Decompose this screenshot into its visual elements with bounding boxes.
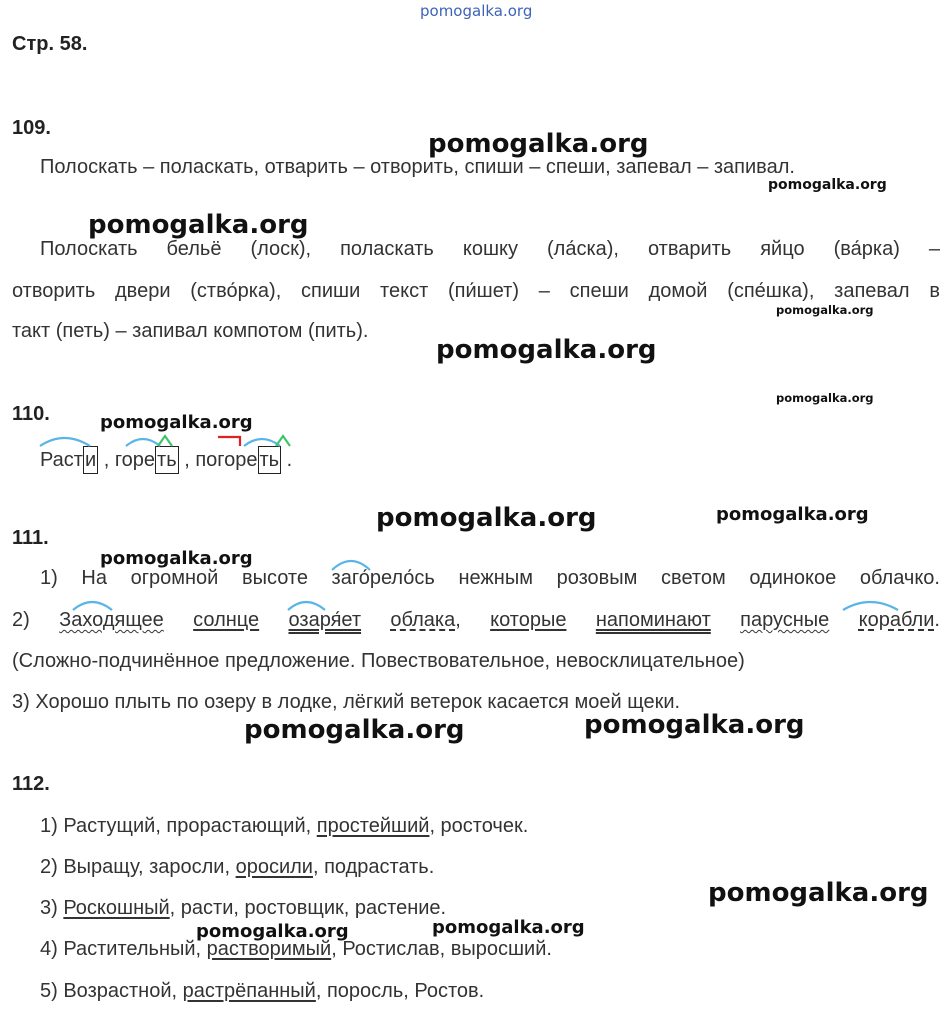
- watermark: pomogalka.org: [196, 921, 349, 942]
- exercise-109-pairs: Полоскать – поласкать, отварить – отворить, спиши – спеши, запевал – запивал.: [40, 156, 795, 178]
- watermark: pomogalka.org: [768, 177, 887, 193]
- underlined-word: растрёпанный: [182, 980, 316, 1002]
- underlined-word: простейший: [316, 815, 430, 837]
- watermark: pomogalka.org: [708, 878, 929, 908]
- comma: ,: [455, 609, 491, 631]
- exercise-111-line-1: 1) На огромной высоте заго́рело́сь нежным розовым светом одинокое облачко.: [40, 567, 940, 589]
- row-text: 5) Возрастной,: [40, 980, 183, 1002]
- row-text: 3): [40, 897, 64, 919]
- watermark: pomogalka.org: [428, 129, 649, 159]
- word-pogoret-root: погоре: [195, 449, 258, 471]
- row-text: 4) Растительный,: [40, 938, 207, 960]
- comma: ,: [98, 449, 115, 471]
- word-zakhodyashchee: Заходящее: [59, 609, 164, 631]
- exercise-109-line-1: Полоскать бельё (лоск), поласкать кошку (ла́ска), отварить яйцо (ва́рка) –: [40, 238, 940, 260]
- root-arc-mark: [126, 439, 160, 446]
- word-kotorye: которые: [490, 609, 567, 631]
- watermark: pomogalka.org: [716, 504, 869, 525]
- root-arc-mark: [73, 602, 112, 610]
- root-arc-mark: [244, 439, 280, 446]
- period: .: [281, 449, 293, 471]
- watermark: pomogalka.org: [244, 715, 465, 745]
- row-text: , подрастать.: [312, 856, 435, 878]
- watermark: pomogalka.org: [376, 503, 597, 533]
- underlined-word: Роскошный: [63, 897, 170, 919]
- word-korabli: корабли: [858, 609, 935, 631]
- exercise-111-number: 111.: [12, 527, 49, 549]
- prefix-mark: [218, 437, 240, 446]
- sentence-number: 2): [12, 609, 60, 631]
- watermark: pomogalka.org: [436, 335, 657, 365]
- exercise-111-line-3: (Сложно-подчинённое предложение. Повествовательное, невосклицательное): [12, 650, 745, 672]
- row-text: , поросль, Ростов.: [315, 980, 485, 1002]
- watermark: pomogalka.org: [776, 391, 874, 405]
- root-arc-mark: [332, 561, 370, 570]
- exercise-109-number: 109.: [12, 117, 51, 139]
- word-rasti-root: Раст: [40, 449, 83, 471]
- watermark: pomogalka.org: [100, 412, 253, 433]
- exercise-111-line-4: 3) Хорошо плыть по озеру в лодке, лёгкий ветерок касается моей щеки.: [12, 691, 681, 713]
- word-parusnye: парусные: [740, 609, 830, 631]
- watermark: pomogalka.org: [776, 303, 874, 317]
- watermark: pomogalka.org: [100, 548, 253, 569]
- word-pogoret-ending: ть: [258, 446, 282, 474]
- root-arc-mark: [288, 602, 325, 610]
- suffix-mark: [276, 436, 290, 446]
- row-text: 2) Выращу, заросли,: [40, 856, 236, 878]
- underlined-word: оросили: [235, 856, 313, 878]
- row-text: 1) Растущий, прорастающий,: [40, 815, 317, 837]
- word-solntse: солнце: [193, 609, 260, 631]
- period: .: [934, 609, 940, 631]
- word-goret-root: горе: [114, 449, 156, 471]
- exercise-110-number: 110.: [12, 403, 50, 425]
- watermark: pomogalka.org: [584, 710, 805, 740]
- suffix-mark: [158, 436, 172, 446]
- exercise-109-line-3: такт (петь) – запивал компотом (пить).: [12, 320, 369, 342]
- exercise-109-line-2: отворить двери (ство́рка), спиши текст (пи́шет) – спеши домой (спе́шка), запевал в: [12, 280, 940, 302]
- exercise-112-number: 112.: [12, 773, 50, 795]
- word-ozaryaet: озаря́ет: [288, 609, 362, 631]
- word-rasti-ending: и: [83, 446, 98, 474]
- root-arc-mark: [843, 602, 898, 610]
- row-text: , расти, ростовщик, растение.: [169, 897, 447, 919]
- word-napominayut: напоминают: [595, 609, 711, 631]
- comma: ,: [178, 449, 196, 471]
- watermark: pomogalka.org: [432, 917, 585, 938]
- word-goret-ending: ть: [155, 446, 179, 474]
- watermark: pomogalka.org: [88, 210, 309, 240]
- row-text: , росточек.: [429, 815, 529, 837]
- page-reference: Стр. 58.: [12, 33, 88, 55]
- word-oblaka: облака: [390, 609, 456, 631]
- underlined-word: растворимый: [206, 938, 332, 960]
- top-watermark: pomogalka.org: [420, 2, 533, 20]
- row-text: , Ростислав, выросший.: [331, 938, 552, 960]
- root-arc-mark: [40, 438, 90, 446]
